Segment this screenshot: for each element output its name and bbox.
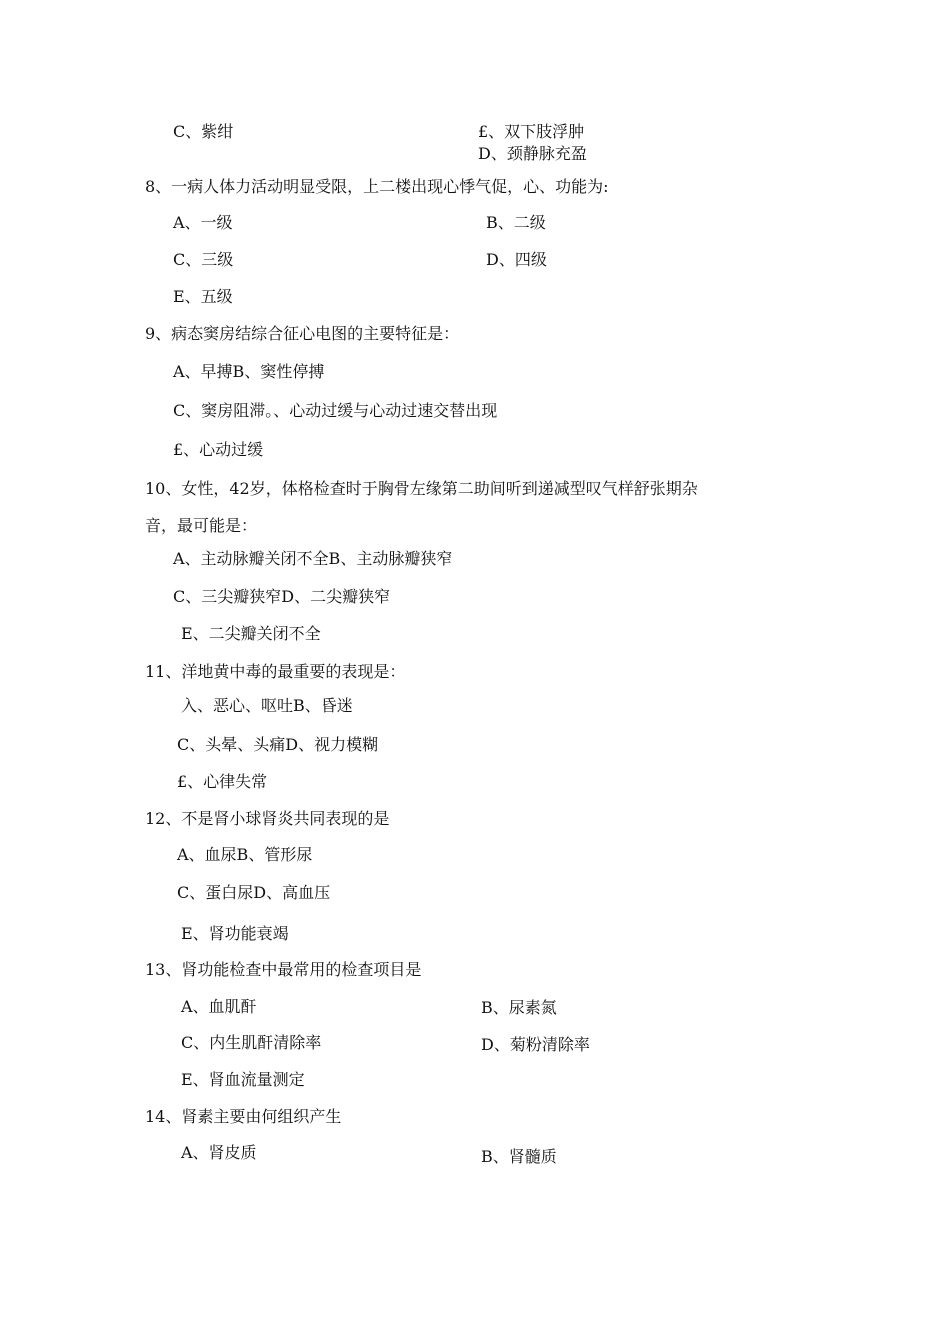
- option-d: D、菊粉清除率: [481, 1035, 590, 1054]
- option-e: £、心律失常: [177, 772, 268, 791]
- options-ab: A、血尿B、管形尿: [177, 845, 313, 864]
- option-b: B、二级: [486, 213, 546, 232]
- option-a: A、血肌酐: [181, 997, 257, 1016]
- options-ab: A、主动脉瓣关闭不全B、主动脉瓣狭窄: [173, 549, 453, 568]
- option-e: £、双下肢浮肿: [478, 122, 585, 141]
- options-cd: C、蛋白尿D、高血压: [177, 883, 331, 902]
- question-11: 11、洋地黄中毒的最重要的表现是：: [145, 662, 406, 681]
- options-cd: C、头晕、头痛D、视力模糊: [177, 735, 379, 754]
- option-a: A、一级: [173, 213, 233, 232]
- options-cd: C、窦房阻滞。、心动过缓与心动过速交替出现: [173, 401, 498, 420]
- option-c: C、三级: [173, 250, 234, 269]
- option-b: B、尿素氮: [481, 998, 557, 1017]
- option-d: D、颈静脉充盈: [478, 144, 587, 163]
- question-10: 10、女性，42岁，体格检查时于胸骨左缘第二助间听到递减型叹气样舒张期杂: [145, 479, 698, 498]
- option-e: £、心动过缓: [173, 440, 264, 459]
- option-a: A、肾皮质: [181, 1143, 257, 1162]
- option-e: E、肾血流量测定: [181, 1070, 305, 1089]
- option-c: C、内生肌酐清除率: [181, 1033, 322, 1052]
- option-e: E、肾功能衰竭: [181, 924, 289, 943]
- question-10-continued: 音，最可能是：: [145, 516, 258, 535]
- option-c: C、紫绀: [173, 122, 234, 141]
- question-8: 8、一病人体力活动明显受限，上二楼出现心悸气促，心、功能为:: [145, 177, 609, 196]
- options-ab: 入、恶心、呕吐B、昏迷: [181, 696, 353, 715]
- question-13: 13、肾功能检查中最常用的检查项目是: [145, 960, 422, 979]
- option-e: E、二尖瓣关闭不全: [181, 624, 321, 643]
- options-cd: C、三尖瓣狭窄D、二尖瓣狭窄: [173, 587, 391, 606]
- option-e: E、五级: [173, 287, 233, 306]
- option-b: B、肾髓质: [481, 1147, 557, 1166]
- question-9: 9、病态窦房结综合征心电图的主要特征是：: [145, 324, 460, 343]
- option-d: D、四级: [486, 250, 547, 269]
- question-14: 14、肾素主要由何组织产生: [145, 1107, 342, 1126]
- question-12: 12、不是肾小球肾炎共同表现的是: [145, 809, 390, 828]
- options-ab: A、早搏B、窦性停搏: [173, 362, 325, 381]
